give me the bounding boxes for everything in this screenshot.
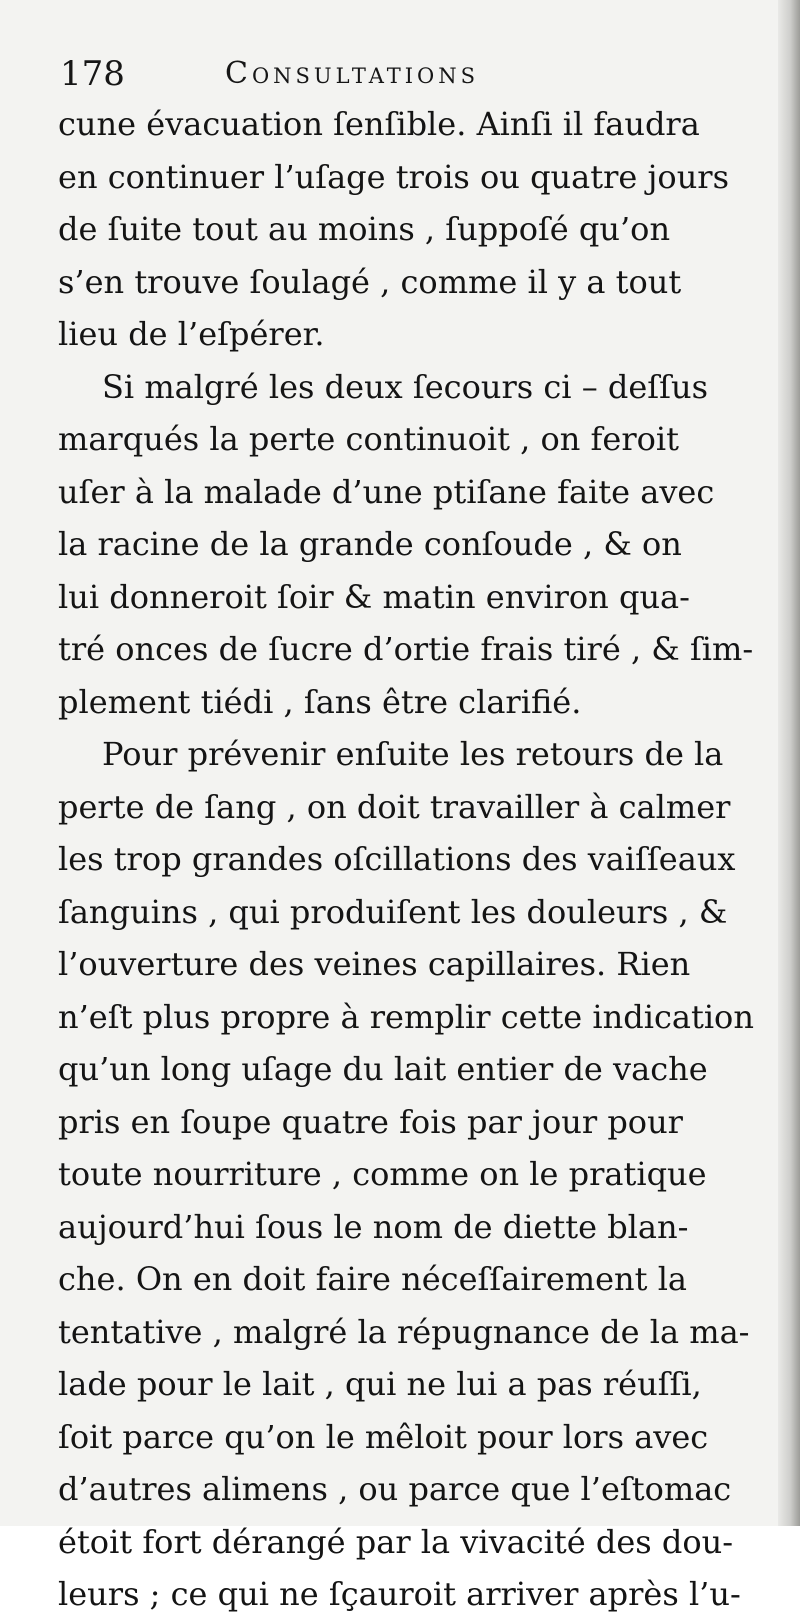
text-line: tré onces de ſucre d’ortie frais tiré , & ſim- (58, 630, 754, 668)
text-line: ſanguins , qui produiſent les douleurs , & (58, 892, 728, 931)
paragraph-start-line: Pour prévenir enſuite les retours de la (102, 735, 724, 773)
page-binding-edge (778, 0, 800, 1526)
text-line: les trop grandes oſcillations des vaiſſeaux (58, 840, 736, 878)
text-line: cune évacuation ſenſible. Ainſi il faudra (58, 105, 700, 143)
paragraph-start-line: Si malgré les deux ſecours ci – deſſus (102, 367, 708, 406)
text-line: pris en ſoupe quatre fois par jour pour (58, 1102, 683, 1141)
text-line: d’autres alimens , ou parce que l’eſtomac (58, 1470, 732, 1508)
text-line: lui donneroit ſoir & matin environ qua- (58, 577, 690, 616)
text-line: che. On en doit faire néceſſairement la (58, 1260, 687, 1298)
text-line: lieu de l’eſpérer. (58, 315, 325, 353)
body-text (58, 98, 768, 1621)
page-number: 178 (60, 54, 125, 94)
text-line: ſoit parce qu’on le mêloit pour lors avec (58, 1417, 709, 1456)
text-line: s’en trouve ſoulagé , comme il y a tout (58, 262, 682, 301)
text-line: l’ouverture des veines capillaires. Rien (58, 945, 691, 983)
text-line: leurs ; ce qui ne ſçauroit arriver après l’u- (58, 1575, 741, 1613)
text-line: perte de ſang , on doit travailler à calmer (58, 787, 731, 826)
text-line: n’eſt plus propre à remplir cette indication (58, 997, 754, 1036)
text-line: de ſuite tout au moins , ſuppoſé qu’on (58, 210, 671, 248)
text-line: étoit fort dérangé par la vivacité des dou- (58, 1522, 734, 1561)
text-line: qu’un long uſage du lait entier de vache (58, 1050, 708, 1088)
running-title: Consultations (225, 56, 480, 91)
text-line: marqués la perte continuoit , on feroit (58, 420, 679, 458)
text-line: la racine de la grande conſoude , & on (58, 525, 682, 563)
text-line: en continuer l’uſage trois ou quatre jours (58, 157, 730, 196)
text-line: lade pour le lait , qui ne lui a pas réuſſi, (58, 1365, 702, 1403)
text-line: aujourd’hui ſous le nom de diette blan- (58, 1207, 689, 1246)
text-line: plement tiédi , ſans être clarifié. (58, 682, 582, 721)
text-line: toute nourriture , comme on le pratique (58, 1155, 707, 1193)
text-line: tentative , malgré la répugnance de la ma- (58, 1312, 750, 1351)
running-head (60, 50, 620, 98)
text-line: uſer à la malade d’une ptiſane faite avec (58, 472, 715, 511)
